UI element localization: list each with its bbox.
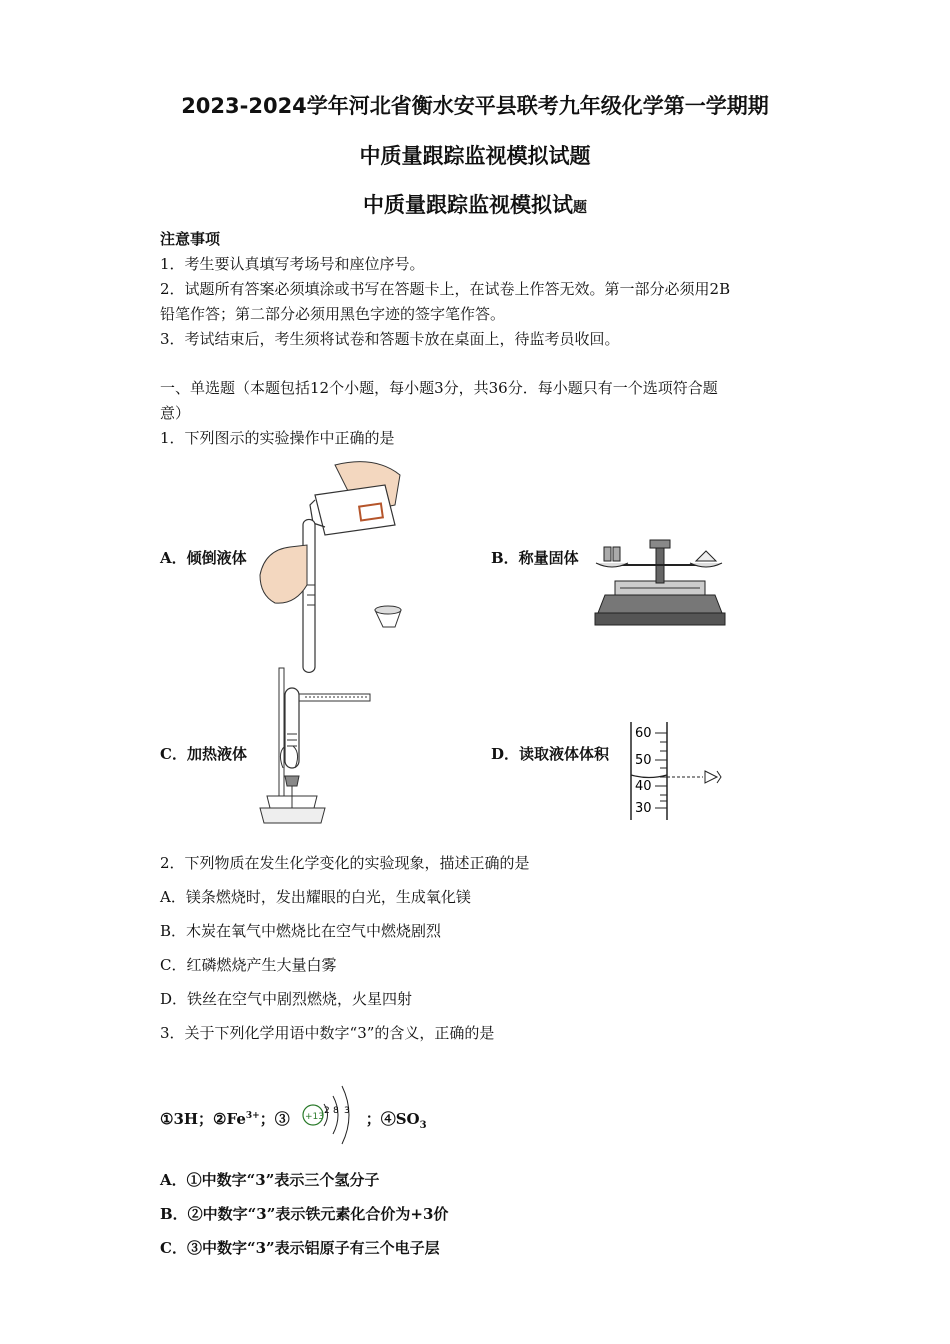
- cylinder-tick-50: 50: [635, 753, 652, 768]
- q3-formula-line: [160, 1108, 427, 1131]
- title-line-3-small: 题: [573, 200, 587, 216]
- notice-item-2: 2．试题所有答案必须填涂或书写在答题卡上，在试卷上作答无效。第一部分必须用2B: [160, 280, 731, 298]
- q2-option-a: A．镁条燃烧时，发出耀眼的白光，生成氧化镁: [160, 888, 471, 906]
- q1-option-c: C．加热液体: [160, 745, 247, 763]
- q2-option-d: D．铁丝在空气中剧烈燃烧，火星四射: [160, 990, 413, 1008]
- q1-stem: 1．下列图示的实验操作中正确的是: [160, 429, 395, 447]
- q3-option-b: B．②中数字“3”表示铁元素化合价为+3价: [160, 1205, 449, 1223]
- title-line-2: 中质量跟踪监视模拟试题: [359, 144, 591, 168]
- so-subscript: 3: [419, 1120, 427, 1131]
- graduated-cylinder-illustration: [625, 720, 730, 825]
- formula-part-1: ①3H；②Fe: [160, 1110, 246, 1128]
- q3-option-c: C．③中数字“3”表示铝原子有三个电子层: [160, 1239, 440, 1257]
- fe-charge: 3+: [245, 1111, 260, 1121]
- notice-item-1: 1．考生要认真填写考场号和座位序号。: [160, 255, 425, 273]
- heating-liquid-illustration: [255, 668, 375, 828]
- section1-heading: 一、单选题（本题包括12个小题，每小题3分，共36分．每小题只有一个选项符合题: [160, 379, 718, 397]
- q1-option-d: D．读取液体体积: [491, 745, 610, 763]
- cylinder-tick-60: 60: [635, 726, 652, 741]
- q3-stem: 3．关于下列化学用语中数字“3”的含义，正确的是: [160, 1024, 495, 1042]
- notice-item-3: 3．考试结束后，考生须将试卷和答题卡放在桌面上，待监考员收回。: [160, 330, 620, 348]
- q2-option-b: B．木炭在氧气中燃烧比在空气中燃烧剧烈: [160, 922, 442, 940]
- q1-option-b: B．称量固体: [491, 549, 579, 567]
- section1-heading-cont: 意）: [160, 404, 191, 422]
- cylinder-tick-30: 30: [635, 801, 652, 816]
- formula-part-3: ；④SO: [365, 1110, 420, 1128]
- q2-option-c: C．红磷燃烧产生大量白雾: [160, 956, 337, 974]
- shell-1-electrons: 2: [324, 1106, 330, 1116]
- q1-option-a: A．倾倒液体: [160, 549, 247, 567]
- shell-2-electrons: 8: [333, 1106, 339, 1116]
- notice-item-2-cont: 铅笔作答；第二部分必须用黑色字迹的签字笔作答。: [160, 305, 506, 323]
- q3-option-a: A．①中数字“3”表示三个氢分子: [160, 1171, 380, 1189]
- title-line-1: 2023-2024学年河北省衡水安平县联考九年级化学第一学期期: [181, 94, 769, 118]
- pouring-liquid-illustration: [255, 455, 415, 635]
- shell-3-electrons: 3: [344, 1106, 350, 1116]
- cylinder-tick-40: 40: [635, 779, 652, 794]
- title-line-3: [0, 189, 950, 219]
- formula-part-2: ；③: [259, 1110, 290, 1128]
- aluminum-atom-structure-diagram: [300, 1078, 360, 1150]
- title-line-3-main: 中质量跟踪监视模拟试: [363, 193, 573, 217]
- balance-scale-illustration: [590, 535, 730, 630]
- notice-heading: 注意事项: [160, 230, 221, 248]
- q2-stem: 2．下列物质在发生化学变化的实验现象，描述正确的是: [160, 854, 530, 872]
- nucleus-charge: +13: [305, 1112, 324, 1122]
